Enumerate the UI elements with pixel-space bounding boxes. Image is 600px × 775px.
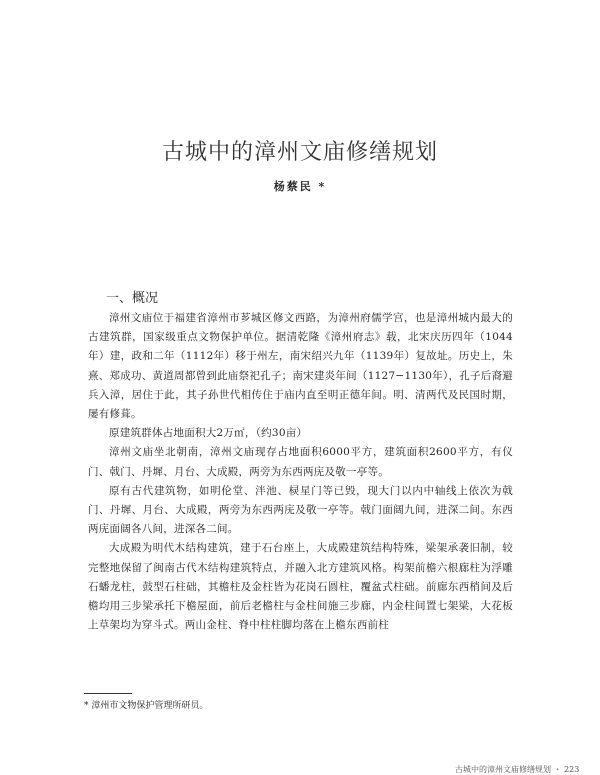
footnote: * 漳州市文物保护管理所研员。	[84, 701, 209, 711]
paragraph: 大成殿为明代木结构建筑，建于石台座上，大成殿建筑结构特殊，梁架承袭旧制，较完整地保留了闽南古代木结构建筑特点，并融入北方建筑风格。构架前檐六根廊柱为浮雕石蟠龙柱，鼓型石柱础，其檐柱及金柱皆为花岗石圆柱，覆盆式柱础。前廊东西梢间及后檐均用三步梁承托下檐屋面，前后老檐柱与金柱间施三步廊，内金柱间置七架梁，大花板上草架均为穿斗式。两山金柱、脊中柱柱脚均落在上檐东西前柱	[88, 542, 513, 632]
author: 杨蔡民 *	[273, 180, 327, 193]
paragraph: 漳州文庙坐北朝南，漳州文庙现存占地面积6000平方，建筑面积2600平方，有仪门、戟门、丹墀、月台、大成殿，两旁为东西两庑及敬一亭等。	[88, 446, 513, 478]
page-title: 古城中的漳州文庙修缮规划	[161, 139, 438, 165]
body-text	[88, 309, 513, 635]
paragraph: 漳州文庙位于福建省漳州市芗城区修文西路，为漳州府儒学宫，也是漳州城内最大的古建筑群，国家级重点文物保护单位。据清乾隆《漳州府志》载，北宋庆历四年（1044年）建，政和二年（1112年）移于州左，南宋绍兴九年（1139年）复故址。历史上，朱熹、郑成功、黄道周都曾到此庙祭祀孔子；南宋建炎年间（1127−1130年），孔子后裔避兵入漳，居住于此，其子孙世代相传住于庙内直至明正德年间。明、清两代及民国时期，屡有修葺。	[88, 312, 513, 421]
footnote-divider	[84, 693, 132, 694]
paragraph: 原有古代建筑物，如明伦堂、泮池、棂星门等已毁，现大门以内中轴线上依次为戟门、丹墀、月台、大成殿，两旁为东西两庑及敬一亭等。戟门面阔九间，进深二间。东西两庑面阔各八间，进深各二间。	[88, 484, 513, 536]
paragraph: 原建筑群体占地面积大2万㎡，（约30亩）	[109, 427, 308, 440]
running-footer: 古城中的漳州文庙修缮规划 ・ 223	[455, 765, 580, 774]
section-heading: 一、概况	[106, 291, 159, 306]
